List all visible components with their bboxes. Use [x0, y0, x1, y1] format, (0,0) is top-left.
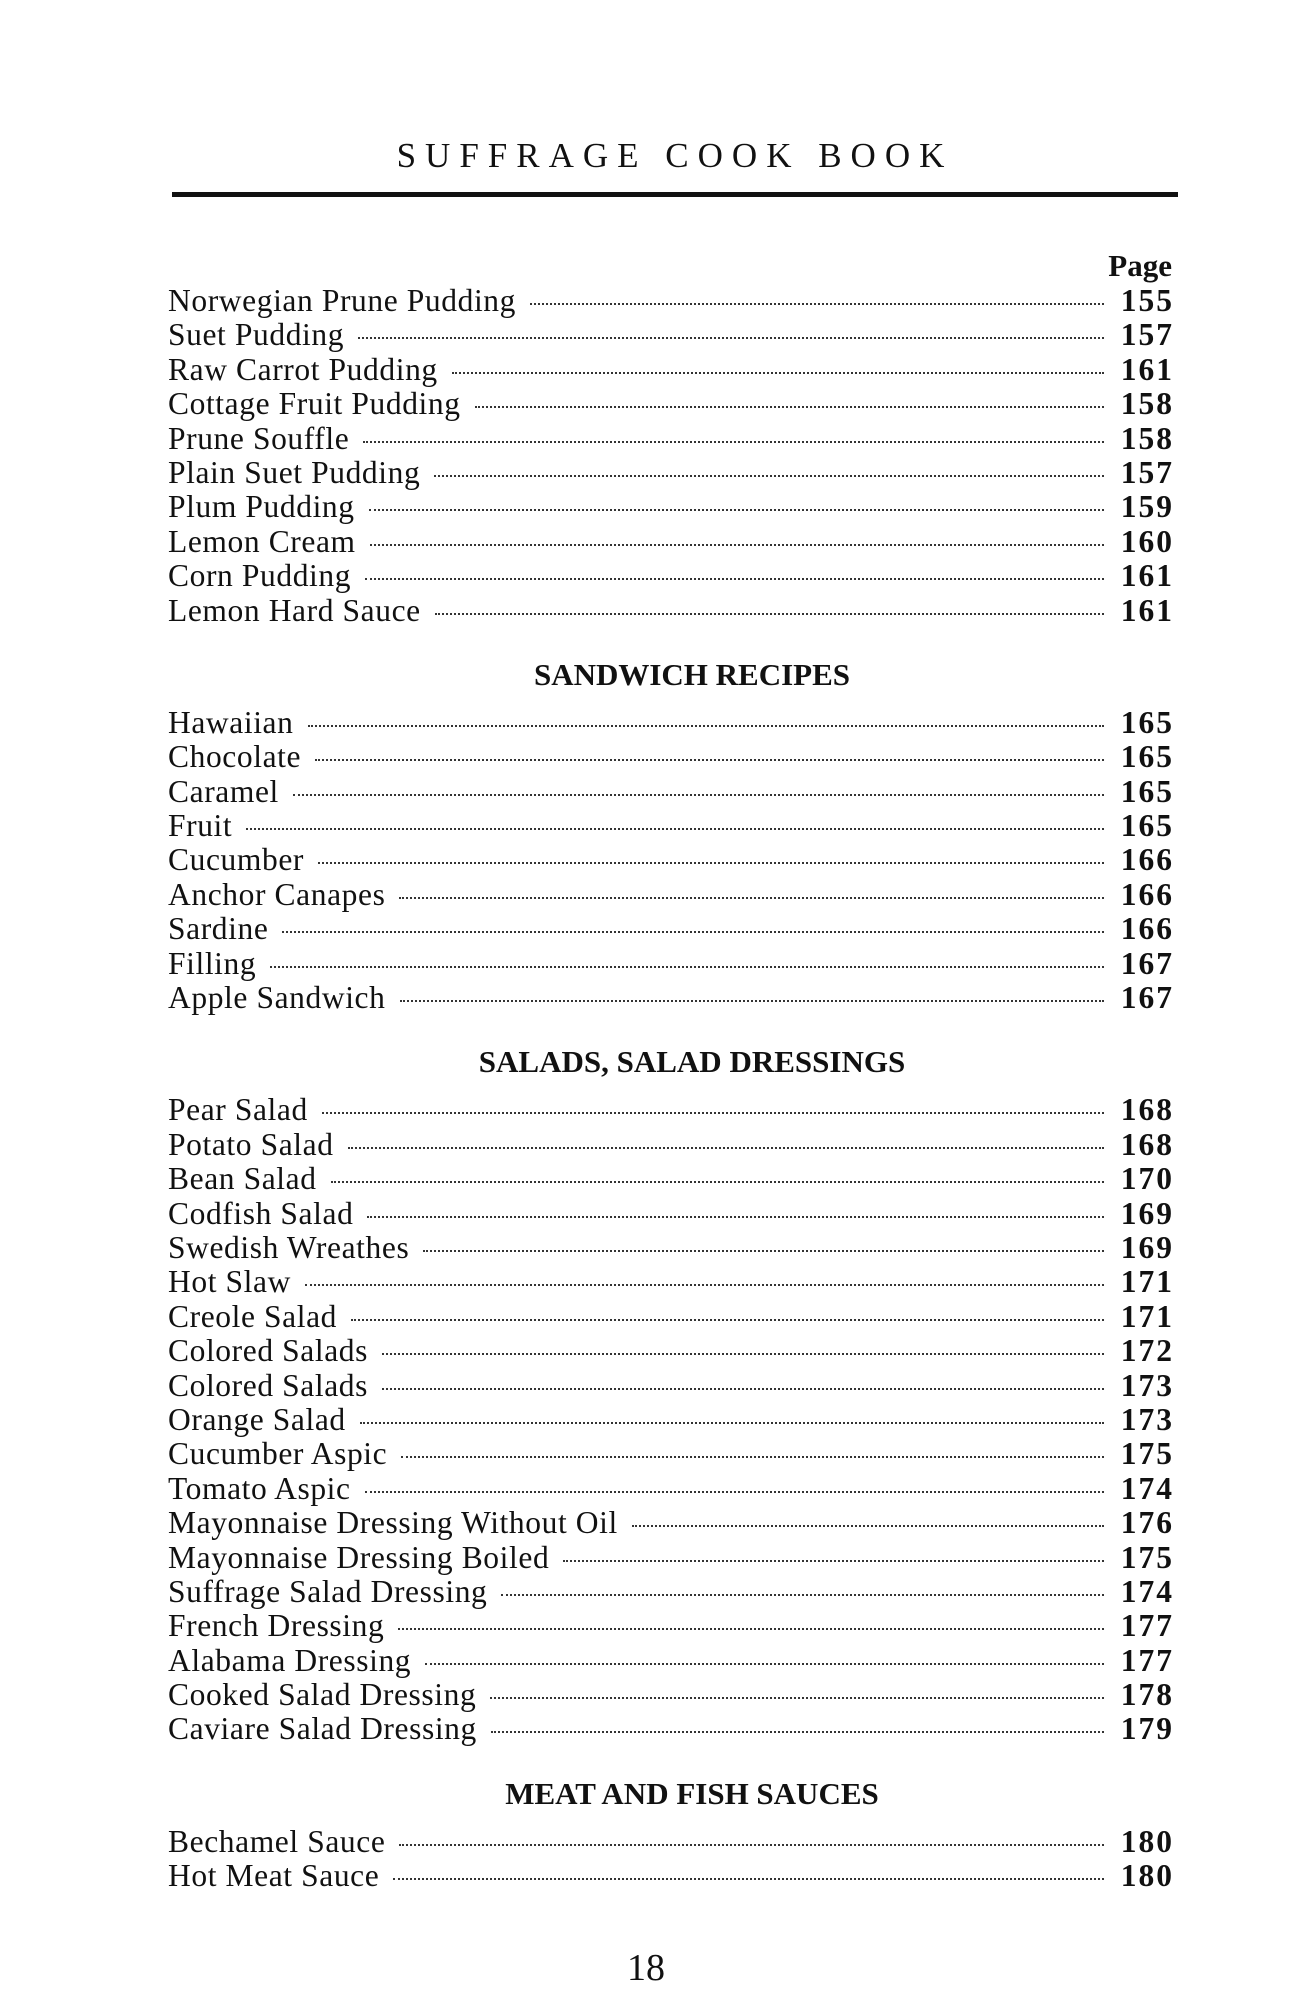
dot-leader: [360, 1422, 1104, 1424]
entry-page-number: 161: [1120, 592, 1174, 628]
dot-leader: [399, 897, 1104, 899]
dot-leader: [435, 613, 1104, 615]
entry-title: Cottage Fruit Pudding: [168, 386, 461, 422]
entry-page-number: 158: [1120, 386, 1174, 422]
dot-leader: [501, 1594, 1104, 1596]
entry-title: Colored Salads: [168, 1333, 368, 1369]
entry-title: Chocolate: [168, 739, 302, 775]
entry-page-number: 176: [1120, 1505, 1174, 1541]
dot-leader: [632, 1525, 1104, 1527]
toc-section: [168, 284, 1174, 628]
dot-leader: [367, 1216, 1104, 1218]
entry-title: Hot Meat Sauce: [168, 1858, 380, 1894]
entry-page-number: 173: [1120, 1401, 1174, 1437]
dot-leader: [425, 1663, 1104, 1665]
table-of-contents: [168, 284, 1174, 1894]
entry-page-number: 175: [1120, 1436, 1174, 1472]
dot-leader: [530, 303, 1104, 305]
entry-title: Potato Salad: [168, 1126, 334, 1162]
dot-leader: [315, 759, 1104, 761]
entry-title: Plum Pudding: [168, 489, 355, 525]
dot-leader: [318, 862, 1104, 864]
dot-leader: [308, 725, 1105, 727]
dot-leader: [452, 372, 1104, 374]
toc-entry: [168, 878, 1174, 912]
section-heading: MEAT AND FISH SAUCES: [505, 1775, 879, 1811]
entry-page-number: 170: [1120, 1161, 1174, 1197]
entry-page-number: 157: [1120, 454, 1174, 490]
entry-title: Caramel: [168, 773, 279, 809]
entry-title: Lemon Hard Sauce: [168, 592, 421, 628]
entry-page-number: 165: [1120, 739, 1174, 775]
page-number: 18: [627, 1947, 665, 1989]
entry-title: Caviare Salad Dressing: [168, 1711, 477, 1747]
toc-entry: [168, 1403, 1174, 1437]
toc-entry: [168, 947, 1174, 981]
entry-page-number: 180: [1120, 1823, 1174, 1859]
entry-page-number: 166: [1120, 876, 1174, 912]
entry-title: Cooked Salad Dressing: [168, 1677, 477, 1713]
entry-page-number: 168: [1120, 1092, 1174, 1128]
entry-page-number: 165: [1120, 704, 1174, 740]
dot-leader: [365, 578, 1104, 580]
toc-entry: [168, 1644, 1174, 1678]
toc-entry: [168, 706, 1174, 740]
dot-leader: [434, 475, 1104, 477]
dot-leader: [358, 337, 1104, 339]
entry-title: Raw Carrot Pudding: [168, 351, 438, 387]
dot-leader: [563, 1560, 1104, 1562]
dot-leader: [369, 509, 1104, 511]
dot-leader: [401, 1456, 1104, 1458]
dot-leader: [246, 828, 1104, 830]
dot-leader: [331, 1181, 1104, 1183]
toc-section: [168, 1045, 1174, 1746]
entry-page-number: 160: [1120, 523, 1174, 559]
entry-page-number: 169: [1120, 1195, 1174, 1231]
section-heading: SALADS, SALAD DRESSINGS: [478, 1044, 906, 1080]
dot-leader: [305, 1284, 1104, 1286]
toc-entry: [168, 284, 1174, 318]
entry-page-number: 177: [1120, 1642, 1174, 1678]
toc-section: [168, 658, 1174, 1016]
entry-title: Colored Salads: [168, 1367, 368, 1403]
entry-title: Lemon Cream: [168, 523, 356, 559]
dot-leader: [400, 1000, 1105, 1002]
dot-leader: [370, 544, 1104, 546]
entry-page-number: 174: [1120, 1573, 1174, 1609]
entry-page-number: 179: [1120, 1711, 1174, 1747]
dot-leader: [351, 1319, 1104, 1321]
dot-leader: [475, 406, 1104, 408]
toc-entry: [168, 981, 1174, 1015]
entry-page-number: 168: [1120, 1126, 1174, 1162]
entry-title: Bechamel Sauce: [168, 1823, 386, 1859]
toc-entry: [168, 1162, 1174, 1196]
entry-page-number: 175: [1120, 1539, 1174, 1575]
toc-entry: [168, 775, 1174, 809]
toc-entry: [168, 387, 1174, 421]
entry-title: Corn Pudding: [168, 558, 352, 594]
toc-entry: [168, 1575, 1174, 1609]
dot-leader: [491, 1731, 1104, 1733]
entry-page-number: 165: [1120, 773, 1174, 809]
entry-page-number: 161: [1120, 558, 1174, 594]
entry-page-number: 166: [1120, 842, 1174, 878]
entry-title: Codfish Salad: [168, 1195, 354, 1231]
dot-leader: [270, 966, 1104, 968]
dot-leader: [363, 441, 1104, 443]
entry-title: Mayonnaise Dressing Without Oil: [168, 1505, 618, 1541]
entry-page-number: 171: [1120, 1264, 1174, 1300]
toc-entry: [168, 1231, 1174, 1265]
entry-page-number: 167: [1120, 980, 1174, 1016]
page-column-label: Page: [1108, 248, 1172, 283]
toc-entry: [168, 1437, 1174, 1471]
entry-page-number: 174: [1120, 1470, 1174, 1506]
entry-page-number: 173: [1120, 1367, 1174, 1403]
entry-title: Cucumber Aspic: [168, 1436, 388, 1472]
toc-entry: [168, 1093, 1174, 1127]
dot-leader: [348, 1147, 1104, 1149]
entry-title: Hawaiian: [168, 704, 294, 740]
dot-leader: [423, 1250, 1104, 1252]
dot-leader: [490, 1697, 1104, 1699]
entry-page-number: 177: [1120, 1608, 1174, 1644]
entry-page-number: 178: [1120, 1677, 1174, 1713]
dot-leader: [399, 1844, 1104, 1846]
toc-entry: [168, 490, 1174, 524]
entry-page-number: 172: [1120, 1333, 1174, 1369]
entry-title: Alabama Dressing: [168, 1642, 412, 1678]
toc-entry: [168, 594, 1174, 628]
dot-leader: [382, 1353, 1104, 1355]
entry-page-number: 157: [1120, 317, 1174, 353]
running-title: SUFFRAGE COOK BOOK: [396, 136, 954, 175]
entry-title: Mayonnaise Dressing Boiled: [168, 1539, 550, 1575]
entry-title: Prune Souffle: [168, 420, 350, 456]
entry-page-number: 155: [1120, 283, 1174, 318]
entry-page-number: 171: [1120, 1298, 1174, 1334]
toc-entry: [168, 740, 1174, 774]
dot-leader: [282, 931, 1104, 933]
toc-entry: [168, 1541, 1174, 1575]
entry-title: Fruit: [168, 808, 233, 844]
entry-page-number: 180: [1120, 1858, 1174, 1894]
entry-title: Filling: [168, 945, 257, 981]
entry-page-number: 166: [1120, 911, 1174, 947]
toc-entry: [168, 525, 1174, 559]
entry-page-number: 169: [1120, 1229, 1174, 1265]
toc-entry: [168, 1712, 1174, 1746]
entry-page-number: 165: [1120, 808, 1174, 844]
toc-entry: [168, 1369, 1174, 1403]
toc-entry: [168, 1300, 1174, 1334]
toc-entry: [168, 318, 1174, 352]
dot-leader: [393, 1878, 1104, 1880]
toc-entry: [168, 1506, 1174, 1540]
entry-title: Swedish Wreathes: [168, 1229, 410, 1265]
entry-title: Creole Salad: [168, 1298, 338, 1334]
header-rule: [172, 192, 1178, 197]
toc-entry: [168, 456, 1174, 490]
entry-title: French Dressing: [168, 1608, 385, 1644]
toc-entry: [168, 1128, 1174, 1162]
toc-entry: [168, 1609, 1174, 1643]
entry-page-number: 159: [1120, 489, 1174, 525]
entry-title: Suffrage Salad Dressing: [168, 1573, 488, 1609]
toc-entry: [168, 1334, 1174, 1368]
entry-title: Pear Salad: [168, 1092, 308, 1128]
entry-title: Apple Sandwich: [168, 980, 386, 1016]
dot-leader: [293, 794, 1104, 796]
toc-entry: [168, 1265, 1174, 1299]
dot-leader: [398, 1628, 1104, 1630]
entry-title: Orange Salad: [168, 1401, 346, 1437]
toc-entry: [168, 1197, 1174, 1231]
toc-entry: [168, 353, 1174, 387]
toc-entry: [168, 1678, 1174, 1712]
toc-section: [168, 1777, 1174, 1894]
section-heading: SANDWICH RECIPES: [533, 656, 851, 692]
entry-page-number: 161: [1120, 351, 1174, 387]
dot-leader: [365, 1491, 1104, 1493]
entry-title: Suet Pudding: [168, 317, 345, 353]
toc-entry: [168, 843, 1174, 877]
entry-title: Norwegian Prune Pudding: [168, 283, 517, 318]
entry-title: Sardine: [168, 911, 269, 947]
entry-page-number: 158: [1120, 420, 1174, 456]
entry-title: Cucumber: [168, 842, 305, 878]
entry-title: Plain Suet Pudding: [168, 454, 421, 490]
toc-entry: [168, 422, 1174, 456]
dot-leader: [382, 1388, 1104, 1390]
toc-entry: [168, 1825, 1174, 1859]
toc-entry: [168, 912, 1174, 946]
toc-entry: [168, 1472, 1174, 1506]
toc-entry: [168, 559, 1174, 593]
entry-page-number: 167: [1120, 945, 1174, 981]
toc-entry: [168, 1859, 1174, 1893]
dot-leader: [322, 1112, 1104, 1114]
entry-title: Tomato Aspic: [168, 1470, 351, 1506]
entry-title: Bean Salad: [168, 1161, 317, 1197]
entry-title: Anchor Canapes: [168, 876, 386, 912]
toc-entry: [168, 809, 1174, 843]
entry-title: Hot Slaw: [168, 1264, 291, 1300]
